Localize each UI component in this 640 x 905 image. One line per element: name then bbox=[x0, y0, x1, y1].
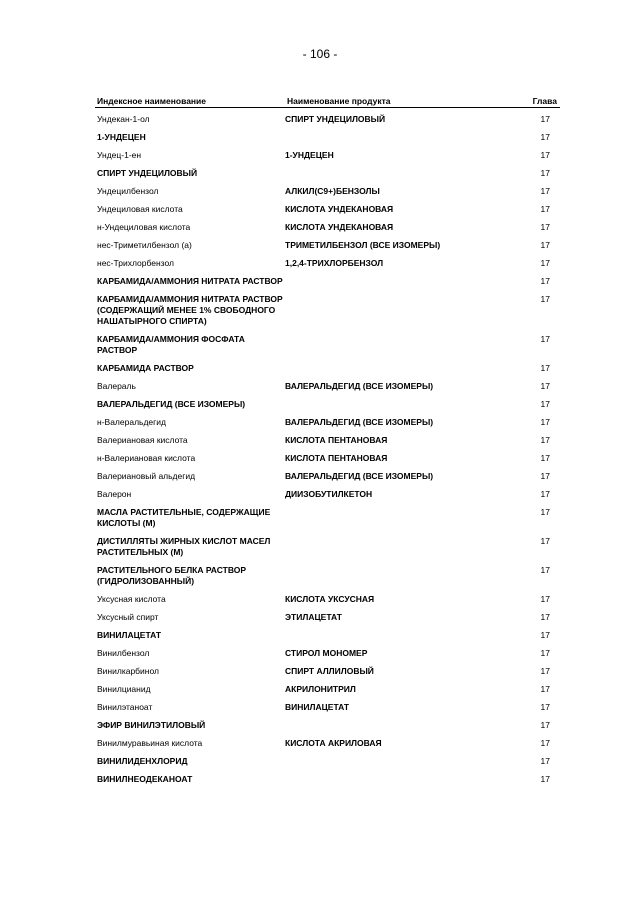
table-row bbox=[95, 648, 560, 659]
chapter-cell: 17 bbox=[540, 720, 550, 730]
table-row bbox=[95, 702, 560, 713]
chapter-cell: 17 bbox=[540, 204, 550, 214]
chapter-cell: 17 bbox=[540, 684, 550, 694]
index-name-cell: ВИНИЛАЦЕТАТ bbox=[97, 630, 162, 640]
index-name-cell: Винилэтаноат bbox=[97, 702, 153, 712]
product-name-cell: СПИРТ УНДЕЦИЛОВЫЙ bbox=[285, 114, 386, 124]
product-name-cell: ВИНИЛАЦЕТАТ bbox=[285, 702, 350, 712]
index-name-cell: Ундекан-1-ол bbox=[97, 114, 150, 124]
table-row bbox=[95, 489, 560, 500]
product-name-cell bbox=[285, 507, 517, 529]
product-name-cell: ДИИЗОБУТИЛКЕТОН bbox=[285, 489, 373, 499]
header-index-name: Индексное наименование bbox=[97, 96, 207, 106]
table-row bbox=[95, 240, 560, 251]
chapter-cell: 17 bbox=[540, 132, 550, 142]
index-name-cell: ВИНИЛИДЕНХЛОРИД bbox=[97, 756, 188, 766]
index-name-cell: Ундециловая кислота bbox=[97, 204, 183, 214]
table-row bbox=[95, 453, 560, 464]
table-row bbox=[95, 132, 560, 143]
table-row bbox=[95, 204, 560, 215]
chapter-cell: 17 bbox=[540, 630, 550, 640]
chapter-cell: 17 bbox=[540, 648, 550, 658]
product-name-cell bbox=[285, 399, 517, 410]
index-name-cell: Валериановая кислота bbox=[97, 435, 188, 445]
product-name-cell bbox=[285, 630, 517, 641]
chapter-cell: 17 bbox=[540, 507, 550, 517]
chapter-cell: 17 bbox=[540, 114, 550, 124]
chapter-cell: 17 bbox=[540, 186, 550, 196]
table-row bbox=[95, 774, 560, 785]
chapter-cell: 17 bbox=[540, 435, 550, 445]
table-row bbox=[95, 222, 560, 233]
chapter-cell: 17 bbox=[540, 222, 550, 232]
table-row bbox=[95, 684, 560, 695]
chapter-cell: 17 bbox=[540, 471, 550, 481]
index-name-cell: КАРБАМИДА/АММОНИЯ ФОСФАТА РАСТВОР bbox=[97, 334, 245, 355]
index-name-cell: Винилбензол bbox=[97, 648, 150, 658]
table-row bbox=[95, 471, 560, 482]
product-name-cell: КИСЛОТА УКСУСНАЯ bbox=[285, 594, 375, 604]
product-name-cell: КИСЛОТА АКРИЛОВАЯ bbox=[285, 738, 382, 748]
product-name-cell: 1-УНДЕЦЕН bbox=[285, 150, 334, 160]
chapter-cell: 17 bbox=[540, 489, 550, 499]
index-name-cell: КАРБАМИДА/АММОНИЯ НИТРАТА РАСТВОР bbox=[97, 276, 283, 286]
index-name-cell: Валераль bbox=[97, 381, 136, 391]
product-name-cell bbox=[285, 565, 517, 587]
index-name-cell: Винилкарбинол bbox=[97, 666, 159, 676]
chapter-cell: 17 bbox=[540, 565, 550, 575]
index-name-cell: РАСТИТЕЛЬНОГО БЕЛКА РАСТВОР (ГИДРОЛИЗОВАННЫЙ) bbox=[97, 565, 247, 586]
index-name-cell: Ундецилбензол bbox=[97, 186, 159, 196]
index-name-cell: н-Ундециловая кислота bbox=[97, 222, 191, 232]
table-row bbox=[95, 756, 560, 767]
product-name-cell bbox=[285, 756, 517, 767]
index-name-cell: Ундец-1-ен bbox=[97, 150, 142, 160]
index-name-cell: КАРБАМИДА РАСТВОР bbox=[97, 363, 194, 373]
chapter-cell: 17 bbox=[540, 381, 550, 391]
chapter-cell: 17 bbox=[540, 399, 550, 409]
chapter-cell: 17 bbox=[540, 594, 550, 604]
table-row bbox=[95, 399, 560, 410]
product-name-cell: ВАЛЕРАЛЬДЕГИД (ВСЕ ИЗОМЕРЫ) bbox=[285, 417, 434, 427]
table-row bbox=[95, 738, 560, 749]
index-name-cell: ЭФИР ВИНИЛЭТИЛОВЫЙ bbox=[97, 720, 206, 730]
table-row bbox=[95, 435, 560, 446]
chapter-cell: 17 bbox=[540, 756, 550, 766]
table-row bbox=[95, 666, 560, 677]
product-name-cell bbox=[285, 132, 517, 143]
table-row bbox=[95, 612, 560, 623]
chapter-cell: 17 bbox=[540, 363, 550, 373]
product-name-cell: АЛКИЛ(C9+)БЕНЗОЛЫ bbox=[285, 186, 380, 196]
index-name-cell: нес-Триметилбензол (а) bbox=[97, 240, 192, 250]
index-name-cell: СПИРТ УНДЕЦИЛОВЫЙ bbox=[97, 168, 198, 178]
page-number: - 106 - bbox=[302, 47, 338, 61]
product-name-cell bbox=[285, 720, 517, 731]
chapter-cell: 17 bbox=[540, 294, 550, 304]
chapter-cell: 17 bbox=[540, 774, 550, 784]
index-name-cell: Валерон bbox=[97, 489, 132, 499]
index-name-cell: н-Валеральдегид bbox=[97, 417, 166, 427]
index-name-cell: ВИНИЛНЕОДЕКАНОАТ bbox=[97, 774, 193, 784]
chapter-cell: 17 bbox=[540, 258, 550, 268]
product-name-cell bbox=[285, 363, 517, 374]
index-name-cell: 1-УНДЕЦЕН bbox=[97, 132, 146, 142]
product-name-cell: ЭТИЛАЦЕТАТ bbox=[285, 612, 342, 622]
table-row bbox=[95, 334, 560, 356]
index-name-cell: ВАЛЕРАЛЬДЕГИД (ВСЕ ИЗОМЕРЫ) bbox=[97, 399, 246, 409]
product-name-cell bbox=[285, 276, 517, 287]
product-name-cell: ВАЛЕРАЛЬДЕГИД (ВСЕ ИЗОМЕРЫ) bbox=[285, 381, 434, 391]
product-name-cell: АКРИЛОНИТРИЛ bbox=[285, 684, 356, 694]
product-name-cell bbox=[285, 168, 517, 179]
product-name-cell bbox=[285, 294, 517, 327]
table-row bbox=[95, 381, 560, 392]
table-row bbox=[95, 594, 560, 605]
header-chapter: Глава bbox=[532, 96, 557, 106]
header-product-name: Наименование продукта bbox=[287, 96, 391, 106]
chapter-cell: 17 bbox=[540, 417, 550, 427]
chapter-cell: 17 bbox=[540, 738, 550, 748]
chapter-cell: 17 bbox=[540, 453, 550, 463]
product-name-cell: 1,2,4-ТРИХЛОРБЕНЗОЛ bbox=[285, 258, 384, 268]
product-name-cell bbox=[285, 774, 517, 785]
product-name-cell: СТИРОЛ МОНОМЕР bbox=[285, 648, 368, 658]
chapter-cell: 17 bbox=[540, 536, 550, 546]
product-name-cell bbox=[285, 536, 517, 558]
product-name-cell: КИСЛОТА ПЕНТАНОВАЯ bbox=[285, 453, 388, 463]
table-row bbox=[95, 363, 560, 374]
index-name-cell: МАСЛА РАСТИТЕЛЬНЫЕ, СОДЕРЖАЩИЕ КИСЛОТЫ (М) bbox=[97, 507, 271, 528]
chapter-cell: 17 bbox=[540, 666, 550, 676]
index-name-cell: Уксусная кислота bbox=[97, 594, 166, 604]
product-name-cell: ТРИМЕТИЛБЕНЗОЛ (ВСЕ ИЗОМЕРЫ) bbox=[285, 240, 441, 250]
table-row bbox=[95, 114, 560, 125]
table-body bbox=[95, 114, 560, 785]
table-row bbox=[95, 536, 560, 558]
table-header bbox=[95, 92, 560, 108]
table-row bbox=[95, 294, 560, 327]
chapter-cell: 17 bbox=[540, 150, 550, 160]
product-name-cell: СПИРТ АЛЛИЛОВЫЙ bbox=[285, 666, 374, 676]
product-name-cell bbox=[285, 334, 517, 356]
table-row bbox=[95, 720, 560, 731]
product-name-cell: ВАЛЕРАЛЬДЕГИД (ВСЕ ИЗОМЕРЫ) bbox=[285, 471, 434, 481]
chapter-cell: 17 bbox=[540, 168, 550, 178]
index-name-cell: Винилмуравьиная кислота bbox=[97, 738, 203, 748]
index-name-cell: ДИСТИЛЛЯТЫ ЖИРНЫХ КИСЛОТ МАСЕЛ РАСТИТЕЛЬНЫХ (М) bbox=[97, 536, 271, 557]
table-row bbox=[95, 168, 560, 179]
chapter-cell: 17 bbox=[540, 240, 550, 250]
table-row bbox=[95, 150, 560, 161]
chapter-cell: 17 bbox=[540, 612, 550, 622]
table-row bbox=[95, 630, 560, 641]
index-name-cell: н-Валериановая кислота bbox=[97, 453, 196, 463]
table-row bbox=[95, 507, 560, 529]
index-name-cell: нес-Трихлорбензол bbox=[97, 258, 174, 268]
index-name-cell: Винилцианид bbox=[97, 684, 151, 694]
index-name-cell: Уксусный спирт bbox=[97, 612, 159, 622]
table-row bbox=[95, 276, 560, 287]
product-name-cell: КИСЛОТА ПЕНТАНОВАЯ bbox=[285, 435, 388, 445]
table-row bbox=[95, 258, 560, 269]
chapter-cell: 17 bbox=[540, 276, 550, 286]
index-name-cell: КАРБАМИДА/АММОНИЯ НИТРАТА РАСТВОР (СОДЕРЖАЩИЙ МЕНЕЕ 1% СВОБОДНОГО НАШАТЫРНОГО СПИРТА) bbox=[97, 294, 283, 326]
table-row bbox=[95, 417, 560, 428]
product-name-cell: КИСЛОТА УНДЕКАНОВАЯ bbox=[285, 204, 394, 214]
product-name-cell: КИСЛОТА УНДЕКАНОВАЯ bbox=[285, 222, 394, 232]
index-name-cell: Валериановый альдегид bbox=[97, 471, 196, 481]
table-row bbox=[95, 186, 560, 197]
chapter-cell: 17 bbox=[540, 334, 550, 344]
chapter-cell: 17 bbox=[540, 702, 550, 712]
table-row bbox=[95, 565, 560, 587]
index-table bbox=[95, 92, 560, 792]
